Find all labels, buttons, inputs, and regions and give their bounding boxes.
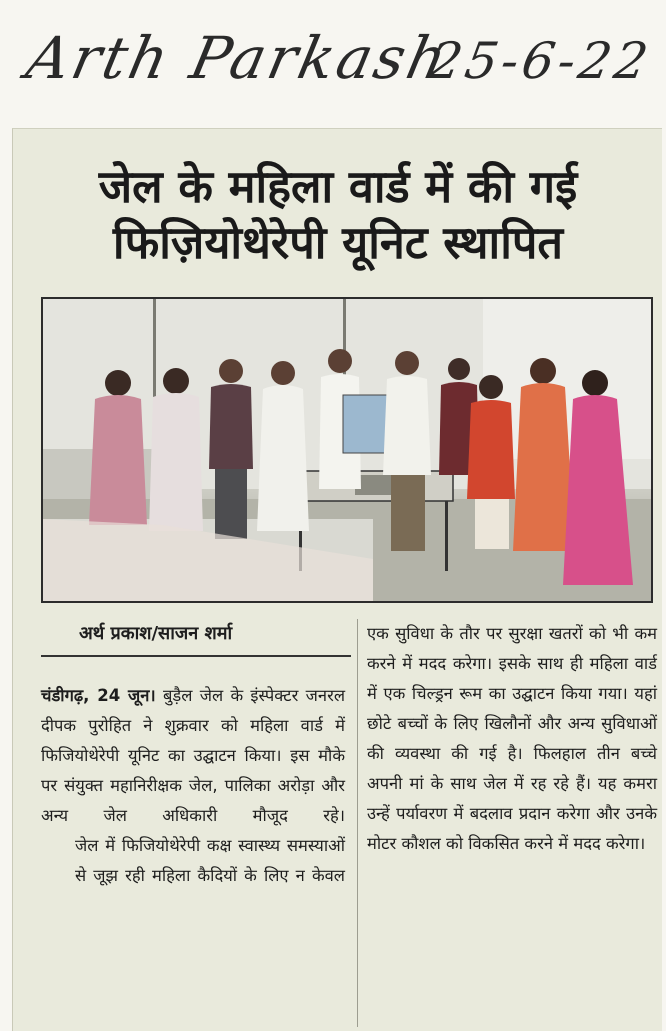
group-photo-illustration xyxy=(43,299,651,601)
article-column-right xyxy=(367,619,657,859)
news-photo xyxy=(41,297,653,603)
headline-line-2: फिज़ियोथेरेपी यूनिट स्थापित xyxy=(112,216,564,269)
article-column-left xyxy=(41,681,345,891)
column-divider xyxy=(357,619,358,1027)
article-text: बुड़ैल जेल के इंस्पेक्टर जनरल दीपक पुरोहित ने शुक्रवार को महिला वार्ड में फिजियोथेरेपी यूनिट का उद्घाटन किया। इस मौके पर संयुक्त महानिरीक्षक जेल, पालिका अरोड़ा और अन्य जेल अधिकारी मौजूद रहे। xyxy=(41,686,346,825)
article-paragraph: एक सुविधा के तौर पर सुरक्षा खतरों को भी कम करने में मदद करेगा। इसके साथ ही महिला वार्ड में एक चिल्ड्रन रूम का उद्घाटन किया गया। यहां छोटे बच्चों के लिए खिलौनों और अन्य सुविधाओं की व्यवस्था की गई है। फिलहाल तीन बच्चे अपनी मां के साथ जेल में रह रहे हैं। यह कमरा उन्हें पर्यावरण में बदलाव प्रदान करेगा और उनके मोटर कौशल को विकसित करने में मदद करेगा। xyxy=(367,624,657,853)
dateline: चंडीगढ़, 24 जून। xyxy=(41,686,156,705)
handwritten-publication: Arth Parkash xyxy=(20,24,456,92)
article-paragraph: जेल में फिजियोथेरेपी कक्ष स्वास्थ्य समस्याओं से जूझ रही महिला कैदियों के लिए न केवल xyxy=(75,836,345,885)
headline-line-1: जेल के महिला वार्ड में की गई xyxy=(98,160,578,213)
newspaper-clipping xyxy=(12,128,662,1031)
byline: अर्थ प्रकाश/साजन शर्मा xyxy=(79,623,233,644)
handwritten-note xyxy=(20,14,656,114)
article-paragraph xyxy=(41,681,345,831)
byline-divider xyxy=(41,655,351,657)
headline xyxy=(13,159,663,271)
handwritten-date: 25-6-22 xyxy=(424,32,656,90)
